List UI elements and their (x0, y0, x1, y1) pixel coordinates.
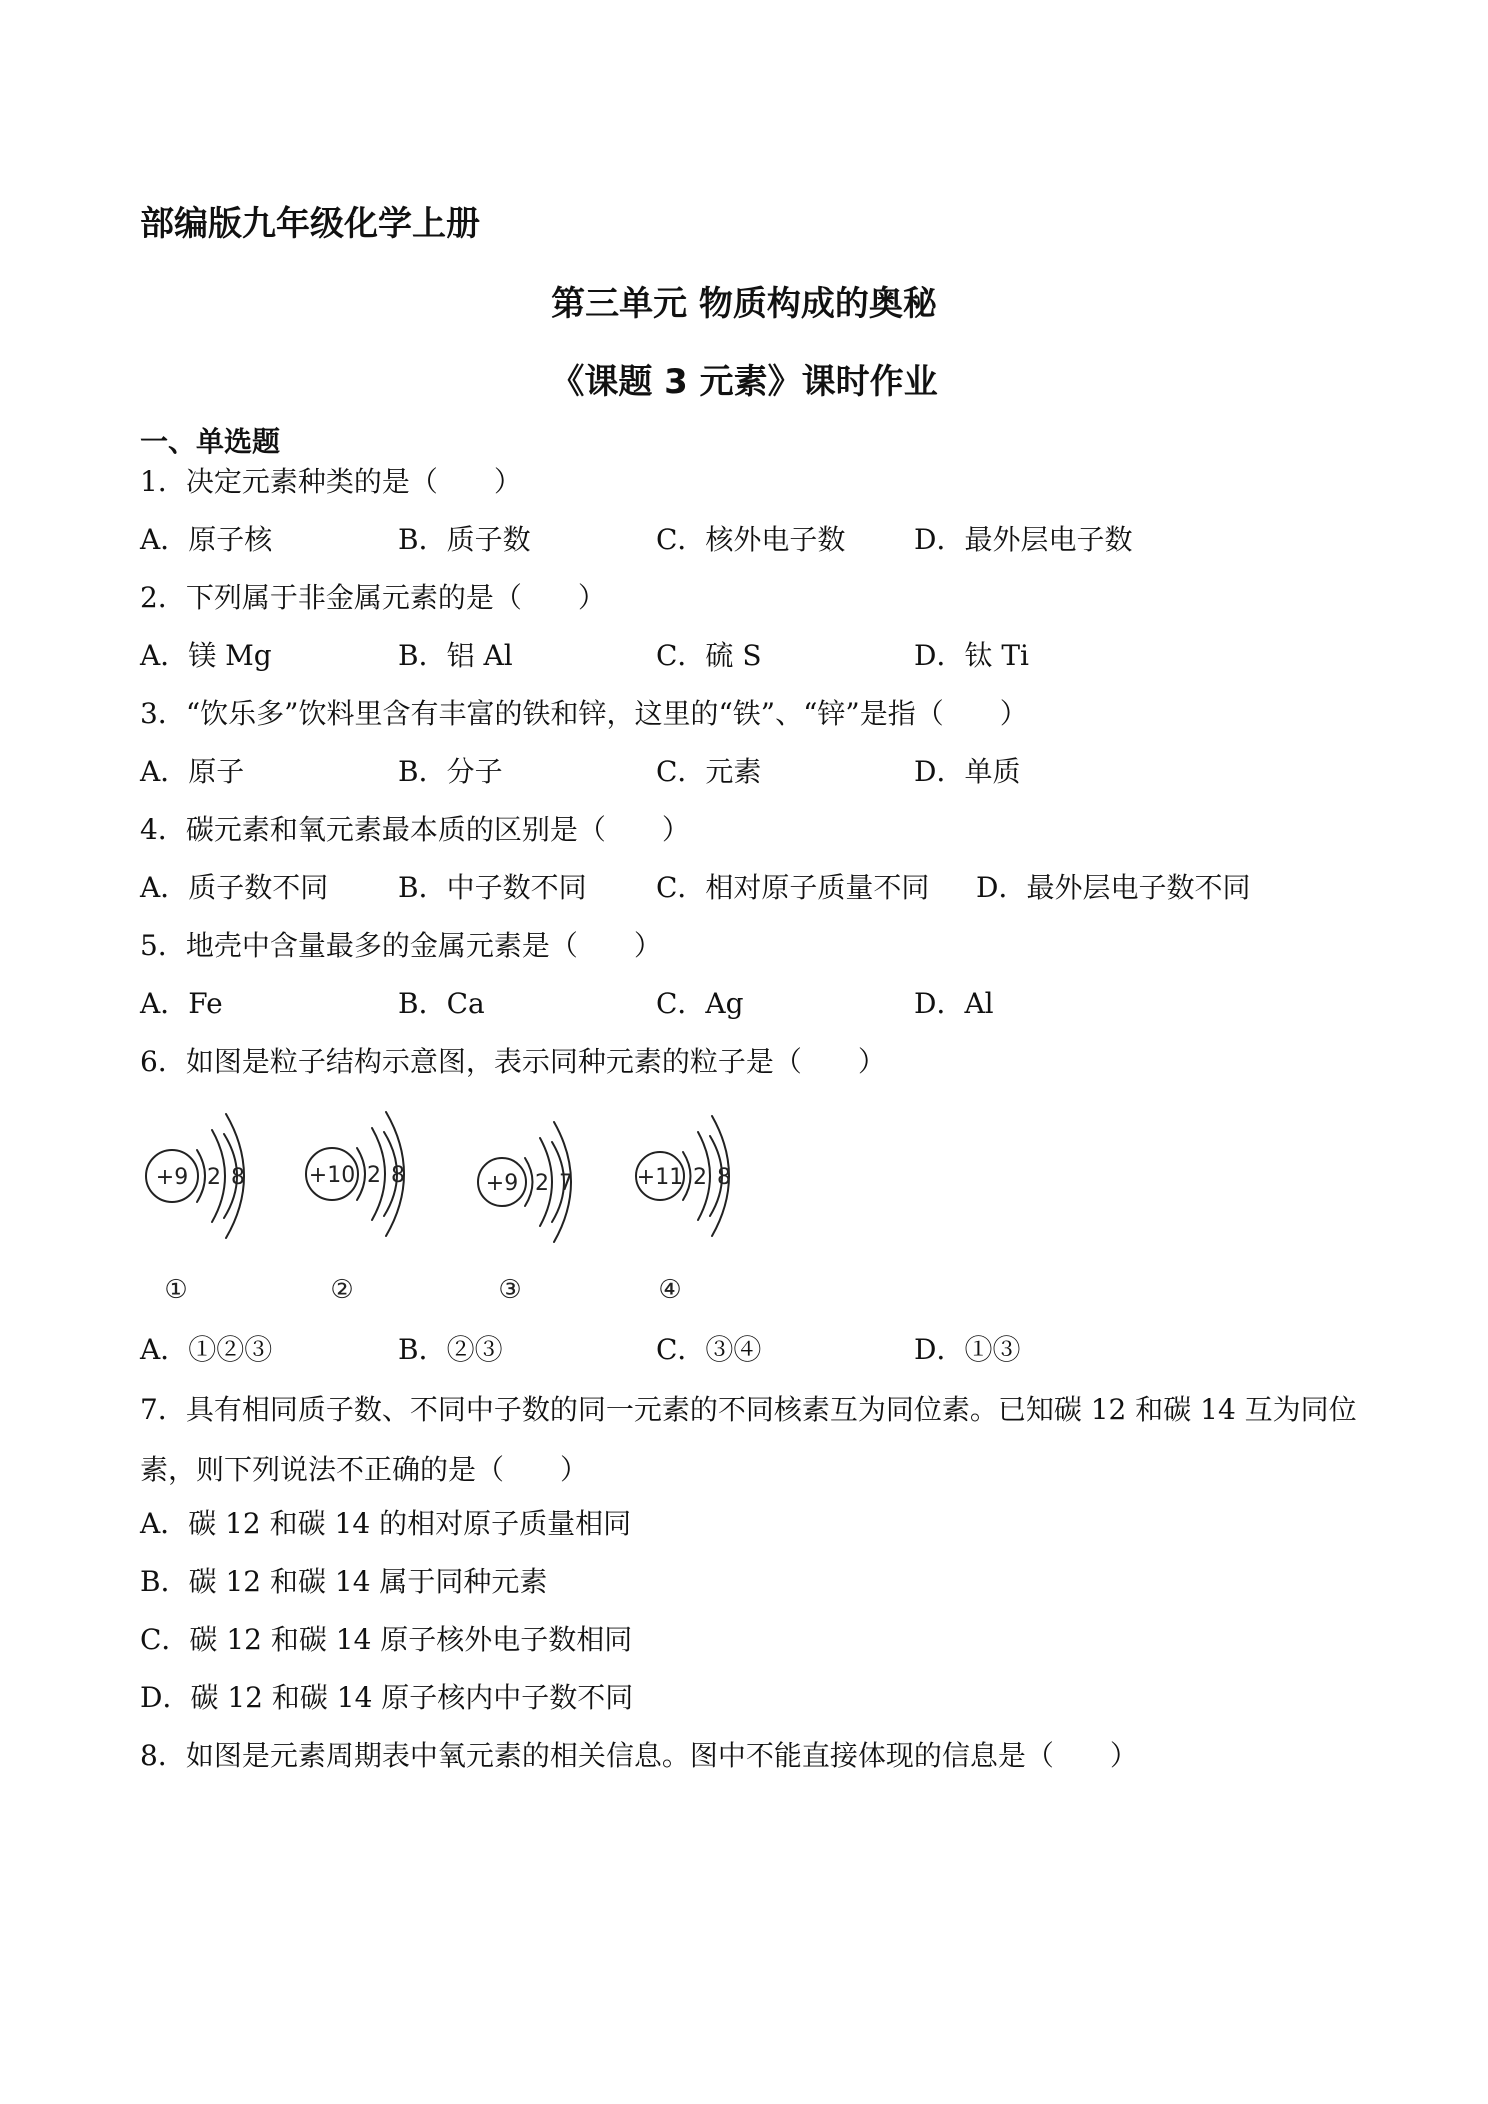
q6-option-a: A．①②③ (140, 1333, 273, 1366)
question-7-stem: 7．具有相同质子数、不同中子数的同一元素的不同核素互为同位素。已知碳 12 和碳 14 互为同位素，则下列说法不正确的是（ ） (140, 1393, 1357, 1486)
particle-1-shell-1: 2 (207, 1165, 221, 1190)
q2-option-a: A．镁 Mg (140, 639, 272, 672)
q2-option-d: D．钛 Ti (914, 639, 1029, 672)
q4-option-b: B．中子数不同 (398, 871, 587, 904)
q1-option-b: B．质子数 (398, 523, 531, 556)
question-1-stem: 1．决定元素种类的是（ ） (140, 465, 522, 498)
particle-3-shell-2: 7 (559, 1171, 573, 1196)
particle-2-nucleus-charge: +10 (308, 1163, 356, 1188)
unit-title: 第三单元 物质构成的奥秘 (551, 284, 937, 324)
q4-option-a: A．质子数不同 (140, 871, 329, 904)
q7-option-a: A．碳 12 和碳 14 的相对原子质量相同 (140, 1507, 632, 1540)
question-5-stem: 5．地壳中含量最多的金属元素是（ ） (140, 929, 662, 962)
q7-option-b: B．碳 12 和碳 14 属于同种元素 (140, 1565, 548, 1598)
particle-4-shell-1: 2 (693, 1165, 707, 1190)
q2-option-b: B．铝 Al (398, 639, 513, 672)
q5-option-c: C．Ag (656, 987, 744, 1020)
q6-option-d: D．①③ (914, 1333, 1021, 1366)
question-6-stem: 6．如图是粒子结构示意图，表示同种元素的粒子是（ ） (140, 1045, 886, 1078)
particle-3-shell-1: 2 (535, 1171, 549, 1196)
question-3-stem: 3．“饮乐多”饮料里含有丰富的铁和锌，这里的“铁”、“锌”是指（ ） (140, 697, 1028, 730)
q3-option-a: A．原子 (140, 755, 245, 788)
section-title: 一、单选题 (140, 425, 281, 458)
particle-2-label: ② (330, 1275, 354, 1305)
q6-option-c: C．③④ (656, 1333, 762, 1366)
particle-1-nucleus-charge: +9 (155, 1165, 189, 1190)
q4-option-c: C．相对原子质量不同 (656, 871, 930, 904)
book-title: 部编版九年级化学上册 (140, 204, 480, 244)
particle-2-shell-2: 8 (391, 1163, 405, 1188)
q1-option-a: A．原子核 (140, 523, 273, 556)
question-4-stem: 4．碳元素和氧元素最本质的区别是（ ） (140, 813, 690, 846)
q5-option-d: D．Al (914, 987, 994, 1020)
q3-option-c: C．元素 (656, 755, 762, 788)
lesson-title: 《课题 3 元素》课时作业 (550, 362, 938, 402)
question-2-stem: 2．下列属于非金属元素的是（ ） (140, 581, 606, 614)
q5-option-b: B．Ca (398, 987, 485, 1020)
q1-option-c: C．核外电子数 (656, 523, 846, 556)
q5-option-a: A．Fe (140, 987, 223, 1020)
q1-option-d: D．最外层电子数 (914, 523, 1133, 556)
particle-3-label: ③ (498, 1275, 522, 1305)
particle-2-shell-1: 2 (367, 1163, 381, 1188)
q3-option-d: D．单质 (914, 755, 1021, 788)
particle-4-label: ④ (658, 1275, 682, 1305)
q2-option-c: C．硫 S (656, 639, 762, 672)
particle-4-nucleus-charge: +11 (636, 1165, 684, 1190)
q6-option-b: B．②③ (398, 1333, 503, 1366)
q3-option-b: B．分子 (398, 755, 503, 788)
particle-3-nucleus-charge: +9 (485, 1171, 519, 1196)
question-8-stem: 8．如图是元素周期表中氧元素的相关信息。图中不能直接体现的信息是（ ） (140, 1739, 1138, 1772)
particle-structure-diagram (130, 1100, 770, 1310)
particle-1-shell-2: 8 (231, 1165, 245, 1190)
particle-1-label: ① (164, 1275, 188, 1305)
particle-4-shell-2: 8 (717, 1165, 731, 1190)
q7-option-d: D．碳 12 和碳 14 原子核内中子数不同 (140, 1681, 634, 1714)
q4-option-d: D．最外层电子数不同 (976, 871, 1251, 904)
q7-option-c: C．碳 12 和碳 14 原子核外电子数相同 (140, 1623, 633, 1656)
